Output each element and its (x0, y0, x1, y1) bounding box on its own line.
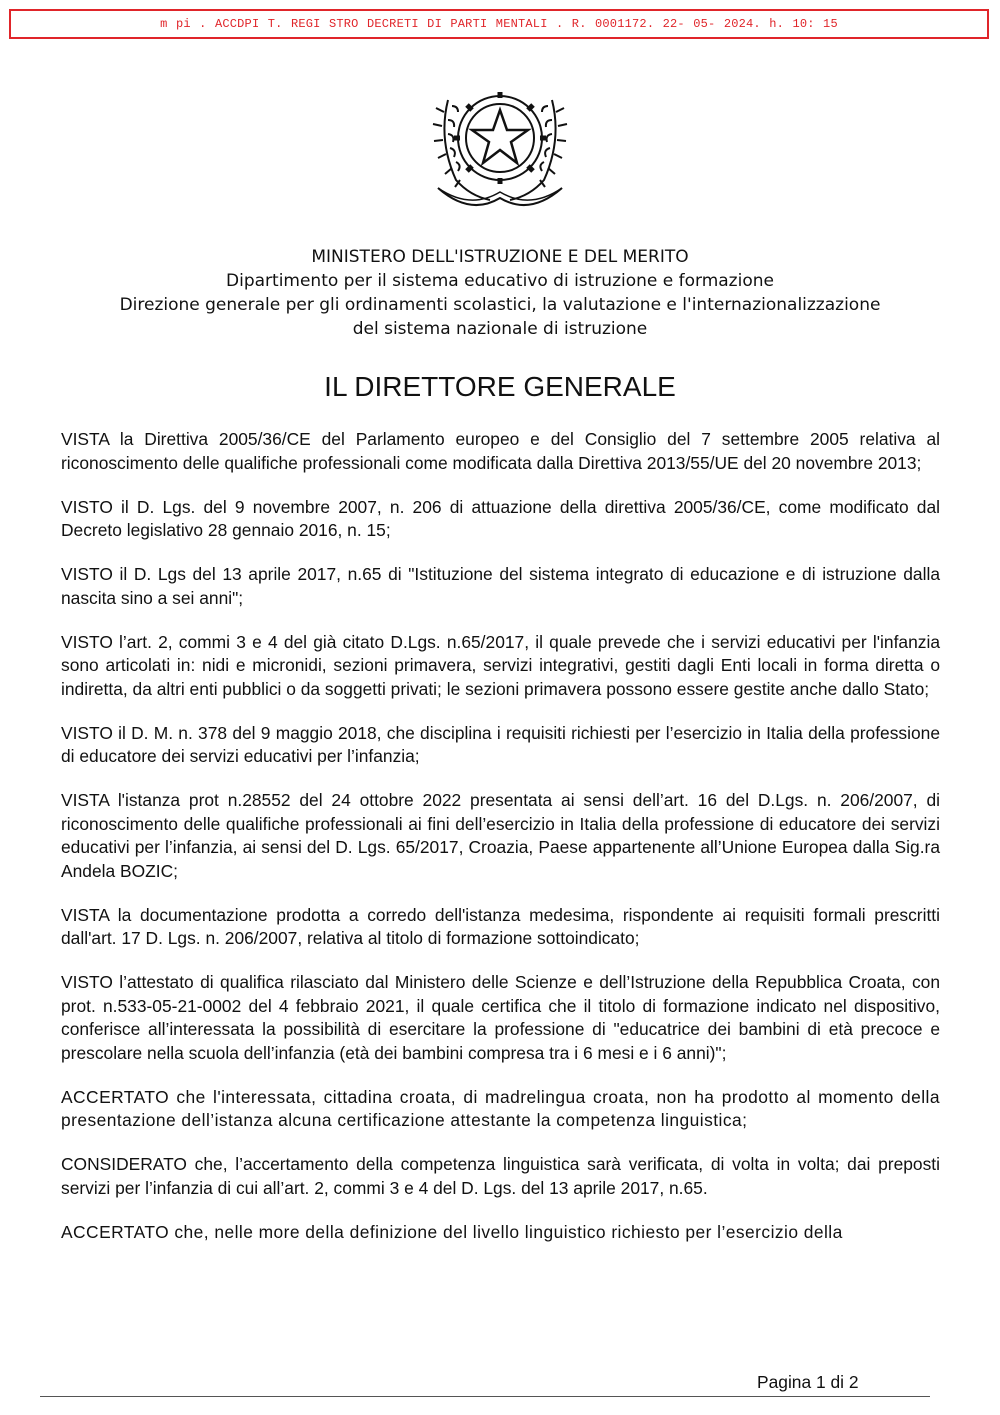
page-number: Pagina 1 di 2 (757, 1372, 859, 1392)
paragraph: CONSIDERATO che, l’accertamento della competenza linguistica sarà verificata, di volta in volta; dai preposti servizi per l’infanzia di cui all’art. 2, commi 3 e 4 del D. Lgs. del 13 aprile 2017, n.65. (61, 1154, 940, 1198)
paragraph: VISTO l’art. 2, commi 3 e 4 del già citato D.Lgs. n.65/2017, il quale prevede che i servizi educativi per l'infanzia sono articolati in: nidi e micronidi, sezioni primavera, servizi integrativi, gestiti dagli Enti locali in forma diretta o indiretta, da altri enti pubblici o da soggetti privati; le sezioni primavera possono essere gestite anche dallo Stato; (61, 631, 940, 699)
paragraph: ACCERTATO che l'interessata, cittadina croata, di madrelingua croata, non ha prodotto al momento della presentazione dell’istanza alcuna certificazione attestante la competenza linguistica; (61, 1086, 940, 1130)
paragraph: VISTA la Direttiva 2005/36/CE del Parlamento europeo e del Consiglio del 7 settembre 2005 relativa al riconoscimento delle qualifiche professionali come modificata dalla Direttiva 2013/55/UE del 20 novembre 2013; (61, 429, 940, 473)
emblem-icon (430, 70, 570, 220)
paragraph: VISTA la documentazione prodotta a corredo dell'istanza medesima, rispondente ai requisiti formali prescritti dall'art. 17 D. Lgs. n. 206/2007, relativa al titolo di formazione sottoindicato; (61, 904, 940, 948)
ministry-name: MINISTERO DELL'ISTRUZIONE E DEL MERITO (311, 247, 689, 267)
ministry-header (40, 245, 960, 341)
paragraph: VISTO l’attestato di qualifica rilasciato dal Ministero delle Scienze e dell’Istruzione della Repubblica Croata, con prot. n.533-05-21-0002 del 4 febbraio 2021, il quale certifica che il titolo di formazione indicato nel dispositivo, conferisce all’interessata la possibilità di esercitare la professione di "educatrice dei bambini di età precoce e prescolare nella scuola dell’infanzia (età dei bambini compresa tra i 6 mesi e i 6 anni)"; (61, 972, 940, 1063)
footer-divider (40, 1396, 930, 1397)
emblem-of-italy (430, 70, 570, 220)
paragraph: ACCERTATO che, nelle more della definizione del livello linguistico richiesto per l’esercizio della (61, 1221, 843, 1242)
document-body (61, 428, 940, 1265)
paragraph: VISTO il D. Lgs del 13 aprile 2017, n.65 di "Istituzione del sistema integrato di educazione e di istruzione dalla nascita sino a sei anni"; (61, 564, 940, 608)
paragraph: VISTO il D. M. n. 378 del 9 maggio 2018, che disciplina i requisiti richiesti per l’esercizio in Italia della professione di educatore dei servizi educativi per l’infanzia; (61, 722, 940, 766)
directorate-name: Direzione generale per gli ordinamenti scolastici, la valutazione e l'internazionalizzazione (119, 295, 881, 315)
paragraph: VISTO il D. Lgs. del 9 novembre 2007, n. 206 di attuazione della direttiva 2005/36/CE, come modificato dal Decreto legislativo 28 gennaio 2016, n. 15; (61, 496, 940, 540)
paragraph: VISTA l'istanza prot n.28552 del 24 ottobre 2022 presentata ai sensi dell’art. 16 del D.Lgs. n. 206/2007, di riconoscimento delle qualifiche professionali ai fini dell’esercizio in Italia della professione di educatore dei servizi educativi per l’infanzia, ai sensi del D. Lgs. 65/2017, Croazia, Paese appartenente all’Unione Europea dalla Sig.ra Andela BOZIC; (61, 790, 940, 881)
protocol-stamp: m pi . ACCDPI T. REGI STRO DECRETI DI PARTI MENTALI . R. 0001172. 22- 05- 2024. h. 10: 15 (9, 9, 989, 39)
directorate-name-continued: del sistema nazionale di istruzione (352, 319, 648, 339)
department-name: Dipartimento per il sistema educativo di istruzione e formazione (226, 271, 774, 291)
document-title: IL DIRETTORE GENERALE (324, 371, 676, 402)
